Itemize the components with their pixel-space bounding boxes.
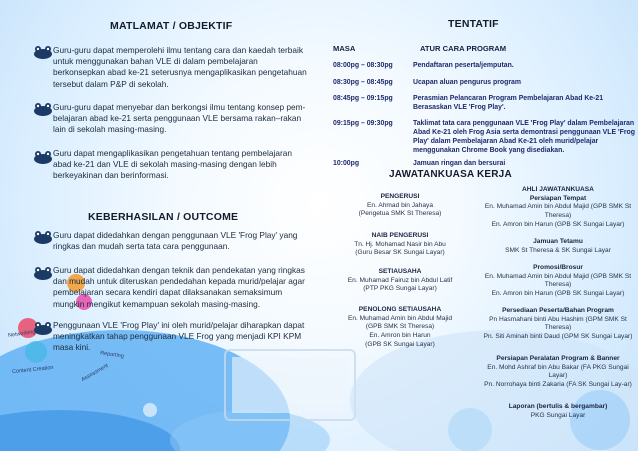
frog-bullet-icon xyxy=(33,103,53,116)
committee-name: En. Amron bin Harun xyxy=(369,332,431,340)
objectives-title: MATLAMAT / OBJEKTIF xyxy=(110,20,233,32)
committee-name: En. Ahmad bin Jahaya xyxy=(367,201,433,209)
committee-role: Persiapan Peralatan Program & Banner xyxy=(496,355,620,362)
committee-name: En. Muhamad Amin bin Abdul Majid xyxy=(347,314,453,322)
committee-right-5 xyxy=(482,355,634,390)
agenda-time: 10:00pg xyxy=(333,160,360,167)
agenda-time: 09:15pg – 09:30pg xyxy=(333,120,393,127)
committee-role: PENGERUSI xyxy=(380,193,420,200)
frog-bullet-icon xyxy=(33,322,53,335)
right-panel xyxy=(325,0,638,451)
agenda-desc: Perasmian Pelancaran Program Pembelajaran Abad Ke-21 Berasaskan VLE 'Frog Play'. xyxy=(413,95,604,111)
frog-bullet-icon xyxy=(33,151,53,164)
agenda-time: 08:00pg – 08:30pg xyxy=(333,62,393,69)
objective-item: Guru-guru dapat memperolehi ilmu tentang cara dan kaedah terbaik untuk menggunakan bahan VLE di dalam pembelajaran berkonsepkan abad ke-21 seterusnya mengaplikasikan pengetahuan tersebut dalam P&P di sekolah. xyxy=(53,45,307,89)
deco-word-assessment: Assessment xyxy=(80,362,110,384)
committee-name: SMK St Theresa & SK Sungai Layar xyxy=(505,246,611,254)
frog-bullet-icon xyxy=(33,231,53,244)
committee-name: (Guru Besar SK Sungai Layar) xyxy=(355,249,445,257)
objective-item: Guru dapat mengaplikasikan pengetahuan tentang pembelajaran abad ke-21 dan VLE di sekolah masing-masing dengan lebih berkeyakinan dan berinformasi. xyxy=(53,148,292,181)
committee-left-2 xyxy=(325,232,475,258)
committee-role: Jamuan Tetamu xyxy=(533,238,583,245)
outcome-title: KEBERHASILAN / OUTCOME xyxy=(88,211,239,223)
committee-name: (GPB SK Sungai Layar) xyxy=(365,340,435,348)
committee-role: PENOLONG SETIAUSAHA xyxy=(358,306,442,313)
committee-right-6 xyxy=(482,403,634,420)
committee-left-4 xyxy=(325,306,475,350)
committee-name: Pn. Norrohaya binti Zakaria (FA SK Sungai Lay-ar) xyxy=(484,381,632,389)
committee-name: (Pengetua SMK St Theresa) xyxy=(358,210,442,218)
committee-name: (GPB SMK St Theresa) xyxy=(365,323,435,331)
committee-role: Promosi/Brosur xyxy=(533,264,583,271)
committee-title: JAWATANKUASA KERJA xyxy=(389,169,512,180)
agenda-desc: Jamuan ringan dan bersurai xyxy=(413,160,506,167)
agenda-desc: Taklimat tata cara penggunaan VLE 'Frog Play' dalam Pembelajaran Abad Ke-21 oleh Frog Asia serta demontrasi penggunaan VLE 'Frog Play' dalam Pembelajaran Abad Ke-21 oleh murid/pelajar menggunakan Chrome Book yang disediakan. xyxy=(413,120,635,154)
left-panel xyxy=(0,0,318,451)
committee-name: Pn. Siti Aminah binti Daud (GPM SK Sungai Layar) xyxy=(483,333,633,341)
committee-role: Laporan (bertulis & bergambar) xyxy=(508,403,608,410)
committee-right-2 xyxy=(482,238,634,255)
agenda-time: 08:30pg – 08:45pg xyxy=(333,79,393,86)
committee-name: En. Muhamad Amin bin Abdul Majid (GPB SMK St Theresa) xyxy=(484,203,632,220)
agenda-head-time: MASA xyxy=(333,44,356,53)
deco-word-reporting: Reporting xyxy=(99,350,125,360)
committee-right-4 xyxy=(482,307,634,342)
committee-name: PKG Sungai Layar xyxy=(530,411,586,419)
objective-item: Guru-guru dapat menyebar dan berkongsi ilmu tentang konsep pem-belajaran abad ke-21 serta penggunaan VLE bersama rakan–rakan lain di sekolah masing-masing. xyxy=(53,102,306,135)
agenda-head-program: ATUR CARA PROGRAM xyxy=(420,44,507,53)
agenda-title: TENTATIF xyxy=(448,18,499,30)
committee-name: Pn Hasmahani binti Abu Hashim (GPM SMK St Theresa) xyxy=(489,315,627,332)
committee-right-3 xyxy=(482,264,634,299)
committee-name: En. Amron bin Harun (GPB SK Sungai Layar) xyxy=(491,290,625,298)
committee-role: Persediaan Peserta/Bahan Program xyxy=(502,307,614,314)
committee-role: AHLI JAWATANKUASA xyxy=(522,186,594,193)
committee-name: En. Muhamad Amin bin Abdul Majid (GPB SMK St Theresa) xyxy=(484,272,632,289)
deco-word-content-creation: Content Creation xyxy=(11,364,54,376)
committee-subrole: Persiapan Tempat xyxy=(529,194,587,202)
committee-left-1 xyxy=(325,193,475,219)
committee-name: En. Amron bin Harun (GPB SK Sungai Layar) xyxy=(491,220,625,228)
agenda-desc: Pendaftaran peserta/jemputan. xyxy=(413,62,514,69)
committee-name: Tn. Hj. Mohamad Nasir bin Abu xyxy=(354,240,446,248)
committee-left-3 xyxy=(325,268,475,294)
committee-name: En. Muhamad Fairuz bin Abdul Latif xyxy=(347,276,453,284)
frog-bullet-icon xyxy=(33,267,53,280)
committee-name: En. Mohd Ashraf bin Abu Bakar (FA PKG Sungai Layar) xyxy=(487,363,629,380)
committee-right-1 xyxy=(482,186,634,230)
committee-name: (PTP PKG Sungai Layar) xyxy=(363,285,437,293)
frog-bullet-icon xyxy=(33,46,53,59)
outcome-item: Guru dapat didedahkan dengan penggunaan VLE 'Frog Play' yang ringkas dan mudah serta tata cara penggunaan. xyxy=(53,230,298,252)
agenda-time: 08:45pg – 09:15pg xyxy=(333,95,393,102)
outcome-item: Penggunaan VLE 'Frog Play' ini oleh murid/pelajar diharapkan dapat meningkatkan tahap penggunaan VLE Frog yang menjadi KPI KPM masa kini. xyxy=(53,320,305,353)
deco-word-networking: Networking xyxy=(7,329,36,339)
committee-role: NAIB PENGERUSI xyxy=(371,232,429,239)
outcome-item: Guru dapat didedahkan dengan teknik dan pendekatan yang ringkas dan mudah untuk diteruskan pendedahan kepada murid/pelajar agar pembelajaran secara kendiri dapat dilaksanakan semaksimum mungkin mengikut kemampuan sekolah masing-masing. xyxy=(53,265,305,309)
agenda-desc: Ucapan aluan pengurus program xyxy=(413,79,521,86)
committee-role: SETIAUSAHA xyxy=(378,268,422,275)
